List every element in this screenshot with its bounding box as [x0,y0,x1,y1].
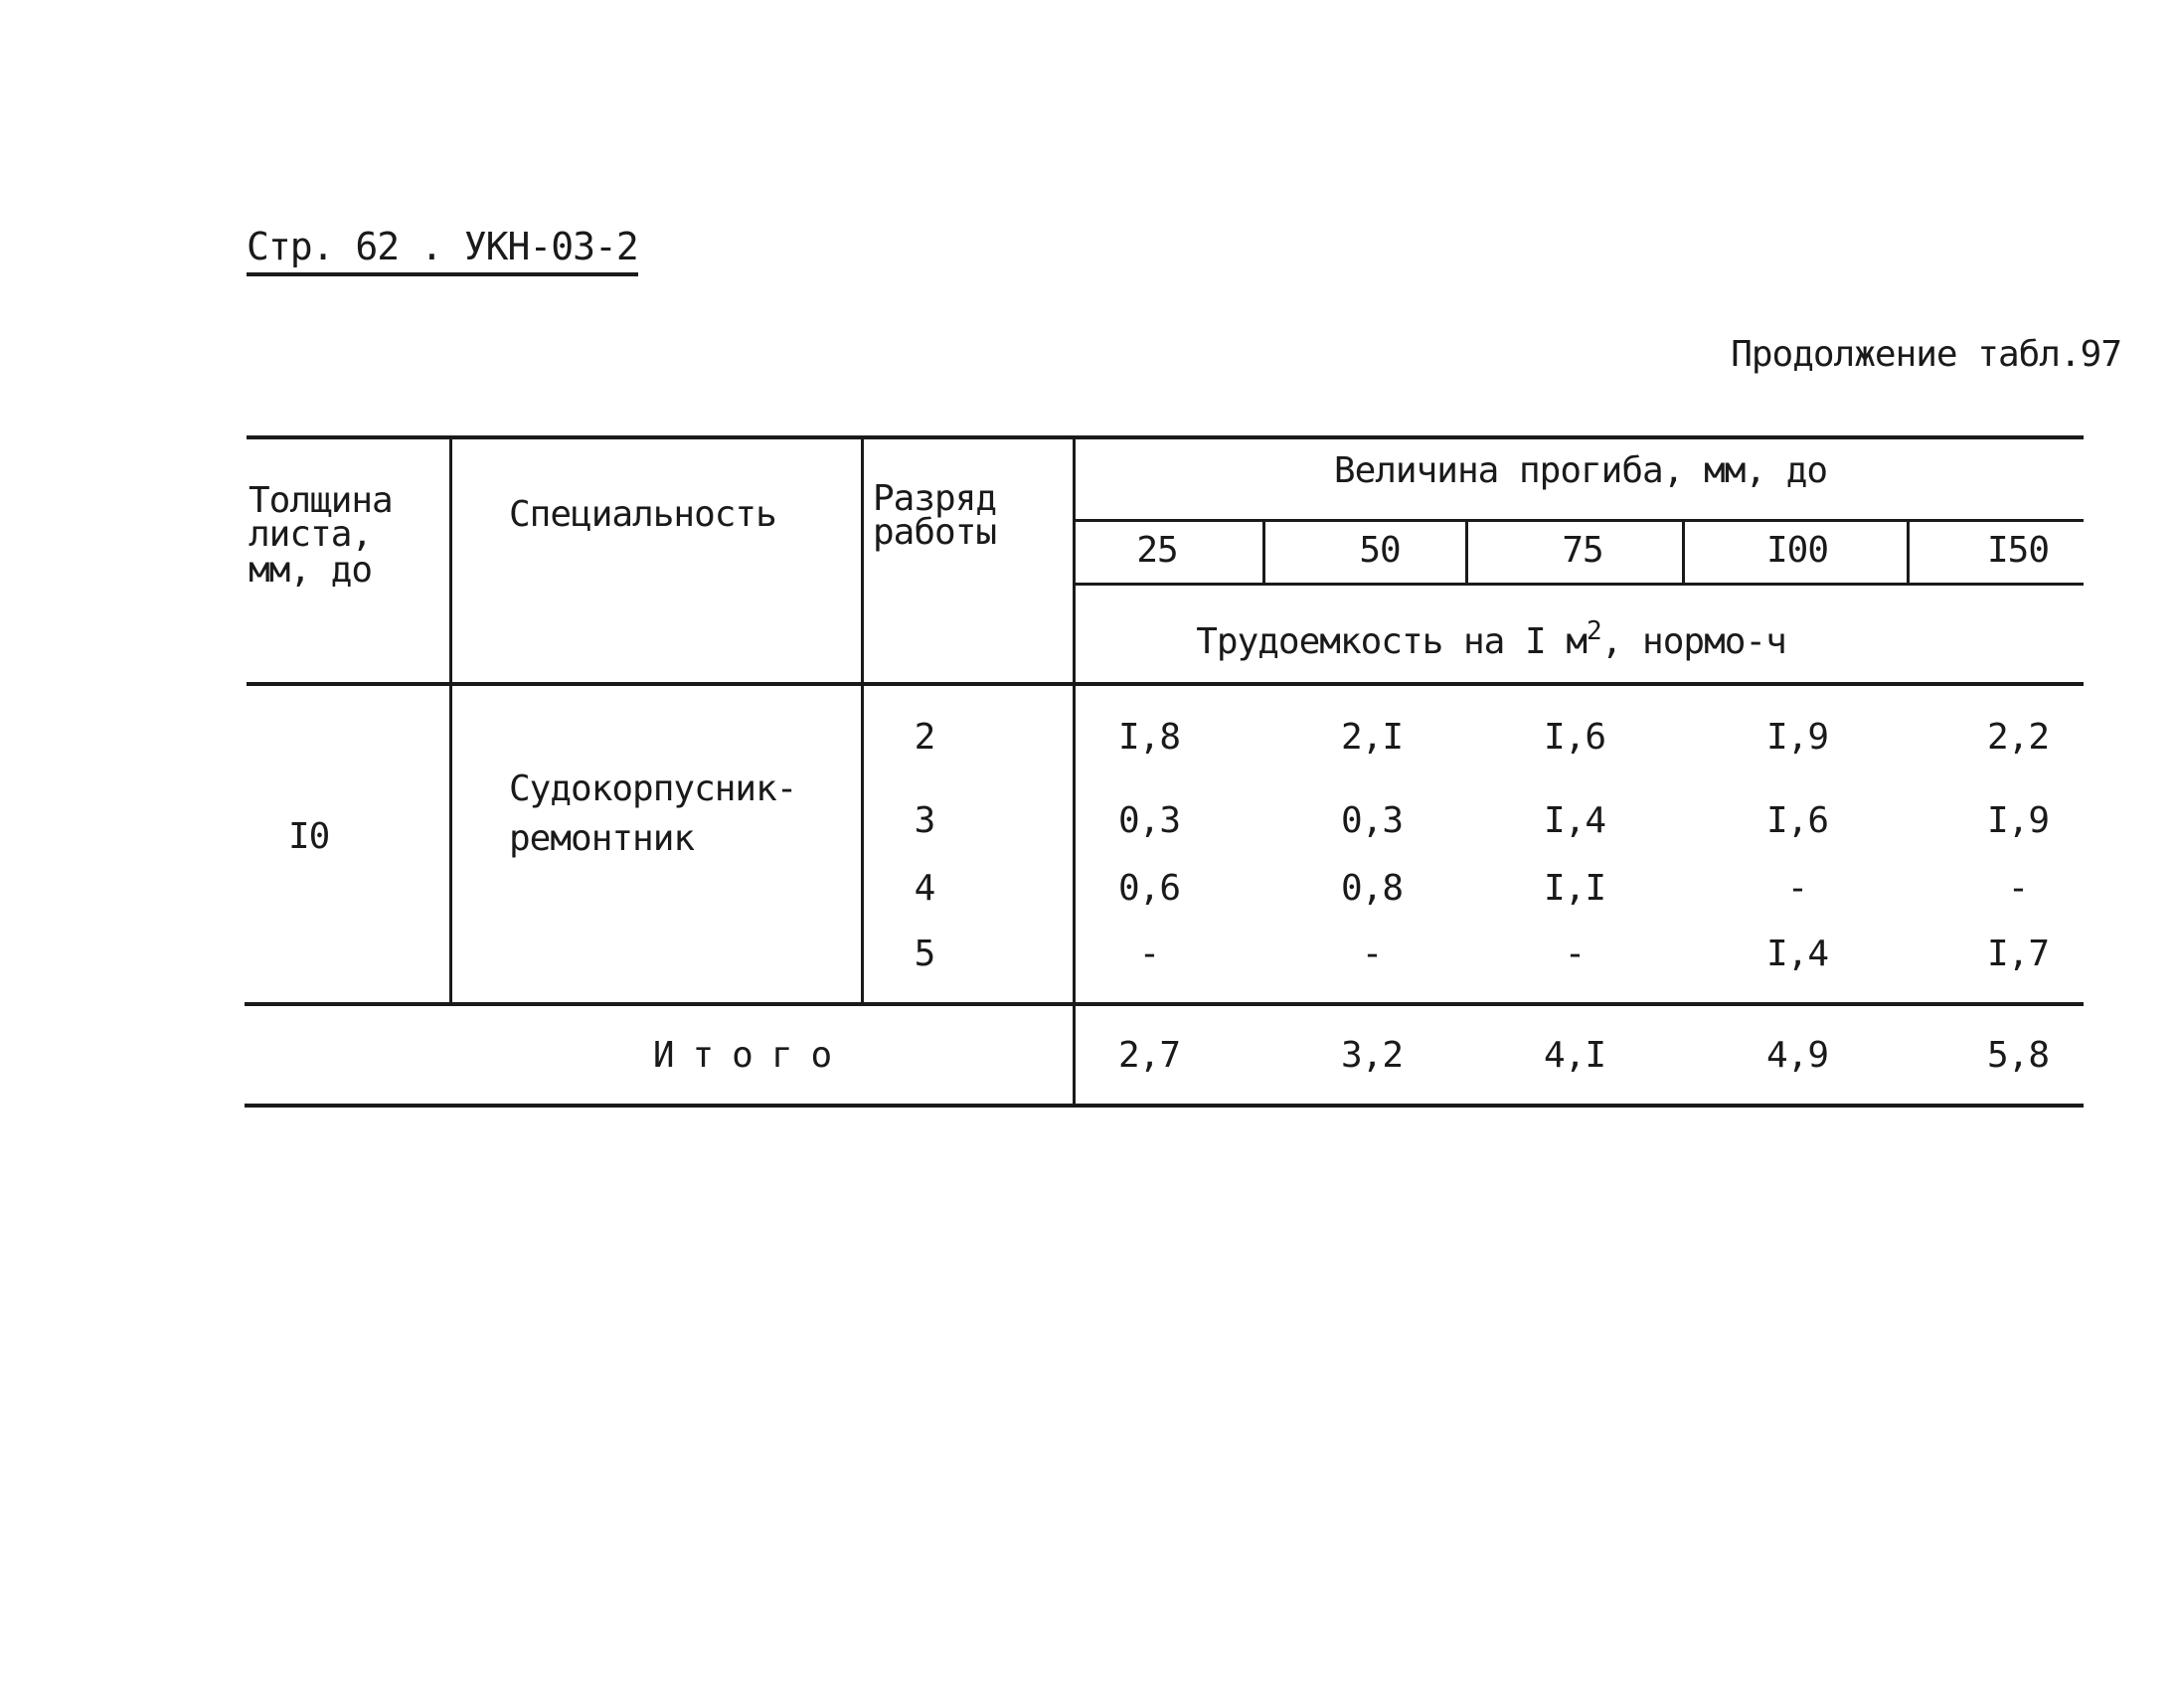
vrule-2 [861,437,864,1004]
row-3-value-75: I,I [1543,868,1606,909]
header-deflection-150: I50 [1986,530,2050,571]
row-2-value-100: I,6 [1765,800,1829,841]
header-deflection-group: Величина прогиба, мм, до [1333,450,1828,491]
row-3-value-25: 0,6 [1117,868,1181,909]
vrule-1 [449,437,452,1004]
row-1-value-150: 2,2 [1986,717,2050,758]
header-deflection-100: I00 [1765,530,1829,571]
rule-body-bottom [245,1002,2084,1006]
cell-thickness: I0 [288,816,330,857]
cell-specialty-2: ремонтник [509,818,695,859]
total-value-50: 3,2 [1340,1035,1404,1076]
header-labor [1196,618,1786,660]
header-labor-prefix: Трудоемкость на I м [1196,621,1588,662]
page-header: Стр. 62 . УКН-03-2 [247,227,638,276]
header-thickness-2: листа, [249,514,373,555]
row-4-grade: 5 [914,934,935,974]
vrule-sub-3 [1682,520,1685,584]
header-labor-suffix: , нормо-ч [1600,621,1786,662]
row-1-grade: 2 [914,717,935,758]
total-value-75: 4,I [1543,1035,1606,1076]
vrule-3 [1073,437,1076,1106]
cell-specialty-1: Судокорпусник- [509,769,797,809]
row-4-value-100: I,4 [1765,934,1829,974]
total-label: Итого [652,1035,851,1076]
rule-top [247,435,2084,439]
vrule-sub-4 [1907,520,1910,584]
row-3-value-100: - [1786,868,1808,909]
row-2-value-50: 0,3 [1340,800,1404,841]
rule-values-under [1074,583,2084,586]
vrule-sub-1 [1262,520,1265,584]
total-value-100: 4,9 [1765,1035,1829,1076]
row-1-value-75: I,6 [1543,717,1606,758]
row-4-value-50: - [1361,934,1383,974]
row-3-grade: 4 [914,868,935,909]
row-2-grade: 3 [914,800,935,841]
row-1-value-100: I,9 [1765,717,1829,758]
header-specialty: Специальность [509,494,776,535]
row-4-value-150: I,7 [1986,934,2050,974]
row-2-value-150: I,9 [1986,800,2050,841]
row-4-value-75: - [1564,934,1586,974]
rule-header-bottom [247,682,2084,686]
vrule-sub-2 [1465,520,1468,584]
header-deflection-50: 50 [1359,530,1401,571]
row-3-value-50: 0,8 [1340,868,1404,909]
row-3-value-150: - [2007,868,2029,909]
header-thickness-3: мм, до [249,550,373,591]
header-thickness-1: Толщина [249,480,393,521]
row-2-value-75: I,4 [1543,800,1606,841]
total-value-25: 2,7 [1117,1035,1181,1076]
header-deflection-25: 25 [1136,530,1178,571]
row-4-value-25: - [1138,934,1160,974]
continuation-label: Продолжение табл.97 [1731,334,2121,375]
row-1-value-25: I,8 [1117,717,1181,758]
header-deflection-75: 75 [1562,530,1603,571]
row-1-value-50: 2,I [1340,717,1404,758]
header-grade-2: работы [873,512,997,553]
header-labor-sup: 2 [1587,616,1601,646]
rule-group-under [1074,519,2084,522]
row-2-value-25: 0,3 [1117,800,1181,841]
header-grade-1: Разряд [873,478,997,519]
rule-table-bottom [245,1104,2084,1108]
total-value-150: 5,8 [1986,1035,2050,1076]
